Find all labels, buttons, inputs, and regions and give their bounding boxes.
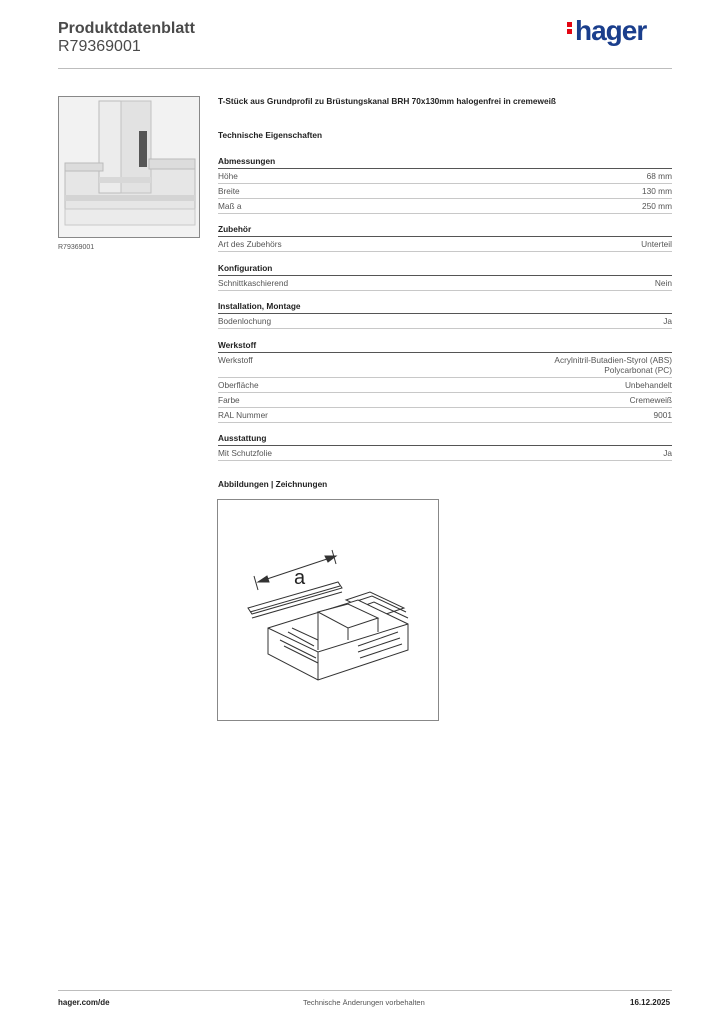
spec-row (218, 446, 672, 461)
spec-row (218, 276, 672, 291)
spec-value-line: Polycarbonat (PC) (604, 365, 672, 375)
spec-value: 9001 (653, 410, 672, 420)
spec-row (218, 169, 672, 184)
spec-section-configuration (218, 262, 672, 291)
footer-notice: Technische Änderungen vorbehalten (303, 998, 425, 1007)
product-description: T-Stück aus Grundprofil zu Brüstungskanal BRH 70x130mm halogenfrei in cremeweiß (218, 96, 556, 106)
article-number: R79369001 (58, 38, 141, 55)
section-title: Zubehör (218, 223, 672, 237)
spec-value: 250 mm (642, 201, 672, 211)
spec-value: Ja (663, 448, 672, 458)
page-title: Produktdatenblatt (58, 20, 195, 37)
spec-section-accessory (218, 223, 672, 252)
logo-text: hager (575, 15, 647, 46)
section-title: Installation, Montage (218, 300, 672, 314)
specs-heading: Technische Eigenschaften (218, 130, 323, 140)
spec-row (218, 408, 672, 423)
spec-row (218, 378, 672, 393)
spec-label: Farbe (218, 395, 240, 405)
spec-section-dimensions (218, 155, 672, 214)
spec-label: Schnittkaschierend (218, 278, 289, 288)
spec-value-line: Acrylnitril-Butadien-Styrol (ABS) (554, 355, 672, 365)
header-divider (58, 68, 672, 69)
spec-label: Breite (218, 186, 240, 196)
logo-dots-icon (567, 20, 573, 36)
spec-value: 68 mm (646, 171, 672, 181)
dimension-label: a (294, 567, 306, 589)
t-piece-drawing-icon (218, 500, 438, 720)
technical-drawing (217, 499, 439, 721)
photo-caption: R79369001 (58, 244, 95, 251)
spec-value: Cremeweiß (629, 395, 672, 405)
spec-row (218, 314, 672, 329)
hager-logo (567, 15, 646, 47)
section-title: Ausstattung (218, 432, 672, 446)
spec-label: Werkstoff (218, 355, 253, 365)
section-title: Konfiguration (218, 262, 672, 276)
spec-value: Unbehandelt (624, 380, 672, 390)
spec-row (218, 184, 672, 199)
spec-label: Höhe (218, 171, 238, 181)
spec-label: Maß a (218, 201, 242, 211)
spec-value: Nein (654, 278, 672, 288)
spec-label: Bodenlochung (218, 316, 272, 326)
spec-row (218, 393, 672, 408)
t-piece-photo-icon (59, 97, 199, 237)
spec-row (218, 199, 672, 214)
spec-row (218, 353, 672, 378)
spec-label: Mit Schutzfolie (218, 448, 272, 458)
spec-section-installation (218, 300, 672, 329)
spec-value (554, 355, 672, 375)
spec-row (218, 237, 672, 252)
section-title: Werkstoff (218, 339, 672, 353)
spec-section-equipment (218, 432, 672, 461)
spec-value: Unterteil (641, 239, 672, 249)
spec-value: Ja (663, 316, 672, 326)
spec-label: Art des Zubehörs (218, 239, 282, 249)
footer-website: hager.com/de (58, 998, 110, 1007)
spec-section-material (218, 339, 672, 423)
footer-date: 16.12.2025 (630, 998, 671, 1007)
footer-divider (58, 990, 672, 991)
spec-label: Oberfläche (218, 380, 259, 390)
drawings-heading: Abbildungen | Zeichnungen (218, 479, 328, 489)
section-title: Abmessungen (218, 155, 672, 169)
spec-value: 130 mm (642, 186, 672, 196)
spec-label: RAL Nummer (218, 410, 268, 420)
product-photo (58, 96, 200, 238)
